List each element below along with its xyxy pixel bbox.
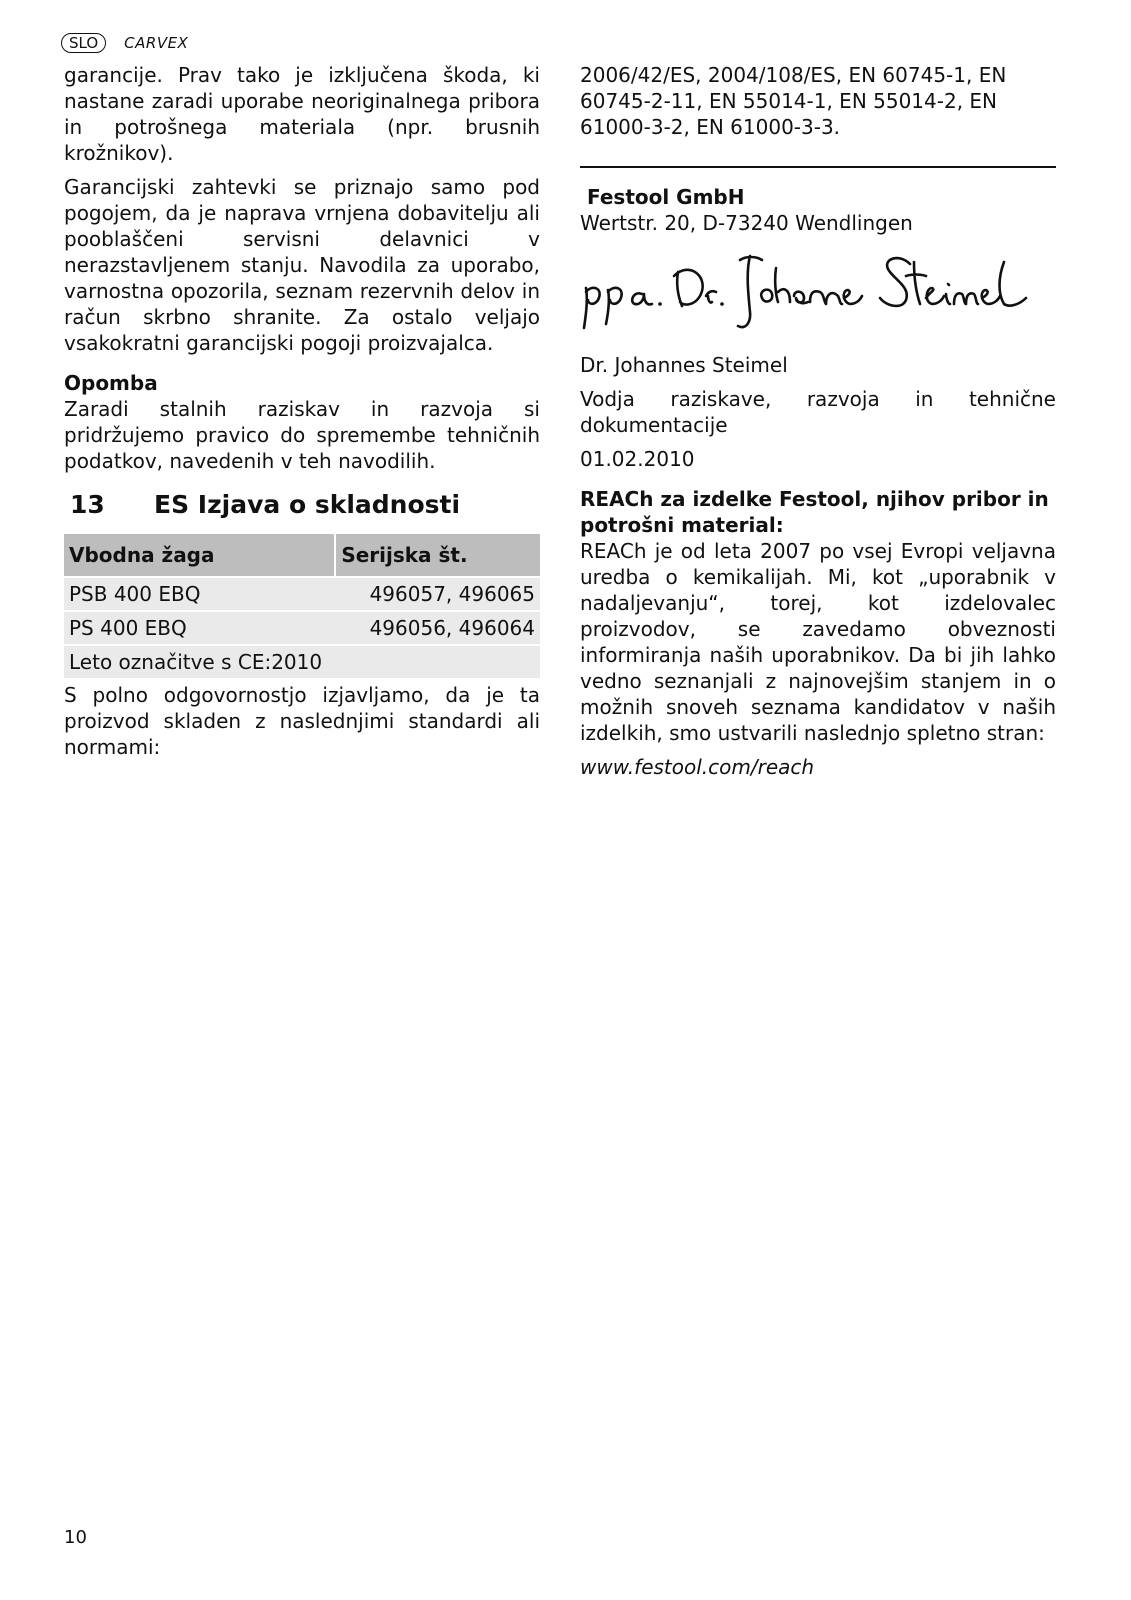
section-title: ES Izjava o skladnosti bbox=[154, 490, 461, 519]
section-heading bbox=[70, 490, 540, 520]
section-number: 13 bbox=[70, 490, 105, 519]
page-header bbox=[61, 32, 188, 54]
table-cell-serial: 496056, 496064 bbox=[335, 611, 540, 645]
handwritten-signature bbox=[580, 248, 1050, 338]
page-number: 10 bbox=[64, 1527, 87, 1548]
note-heading: Opomba bbox=[64, 371, 158, 395]
company-name: Festool GmbH bbox=[587, 185, 745, 209]
table-row bbox=[64, 577, 540, 611]
note-text: Zaradi stalnih raziskav in razvoja si pridržujemo pravico do spremembe tehničnih podatkov, navedenih v teh navodilih. bbox=[64, 397, 540, 473]
product-name: CARVEX bbox=[124, 34, 189, 52]
ce-year-cell: Leto označitve s CE:2010 bbox=[64, 645, 540, 678]
table-header-serial: Serijska št. bbox=[335, 534, 540, 577]
signer-role: Vodja raziskave, razvoja in tehnične dokumentacije bbox=[580, 387, 1056, 437]
declaration-text: S polno odgovornostjo izjavljamo, da je ta proizvod skladen z naslednjimi standardi ali normami: bbox=[64, 683, 540, 759]
conformity-table bbox=[64, 534, 540, 678]
language-badge: SLO bbox=[61, 33, 106, 53]
right-column bbox=[580, 62, 1056, 780]
warranty-paragraph-1: garancije. Prav tako je izključena škoda, ki nastane zaradi uporabe neoriginalnega pribora in potrošnega materiala (npr. brusnih krožnikov). bbox=[64, 63, 540, 165]
reach-text: REACh je od leta 2007 po vsej Evropi veljavna uredba o kemikalijah. Mi, kot „uporabnik v nadaljevanju“, torej, kot izdelovalec proizvodov, se zavedamo obveznosti informiranja naših uporabnikov. Da bi jih lahko vedno seznanjali z najnovejšim stanjem in o možnih snoveh seznama kandidatov v naših izdelkih, smo ustvarili naslednjo spletno stran: bbox=[580, 539, 1056, 745]
reach-heading: REACh za izdelke Festool, njihov pribor in potrošni material: bbox=[580, 487, 1049, 537]
standards-list: 2006/42/ES, 2004/108/ES, EN 60745-1, EN 60745-2-11, EN 55014-1, EN 55014-2, EN 61000-3-2, EN 61000-3-3. bbox=[580, 63, 1007, 139]
left-column bbox=[64, 62, 540, 760]
divider-line bbox=[580, 166, 1056, 168]
table-header-row bbox=[64, 534, 540, 577]
table-header-model: Vbodna žaga bbox=[64, 534, 335, 577]
table-row bbox=[64, 611, 540, 645]
table-row-ce-year bbox=[64, 645, 540, 678]
table-cell-model: PS 400 EBQ bbox=[64, 611, 335, 645]
table-cell-serial: 496057, 496065 bbox=[335, 577, 540, 611]
company-address: Wertstr. 20, D-73240 Wendlingen bbox=[580, 211, 913, 235]
reach-url: www.festool.com/reach bbox=[580, 755, 815, 779]
table-cell-model: PSB 400 EBQ bbox=[64, 577, 335, 611]
signature-date: 01.02.2010 bbox=[580, 447, 695, 471]
warranty-paragraph-2: Garancijski zahtevki se priznajo samo pod pogojem, da je naprava vrnjena dobavitelju ali pooblaščeni servisni delavnici v nerazstavljenem stanju. Navodila za uporabo, varnostna opozorila, seznam rezervnih delov in račun skrbno shranite. Za ostalo veljajo vsakokratni garancijski pogoji proizvajalca. bbox=[64, 175, 540, 355]
signer-name: Dr. Johannes Steimel bbox=[580, 353, 788, 377]
